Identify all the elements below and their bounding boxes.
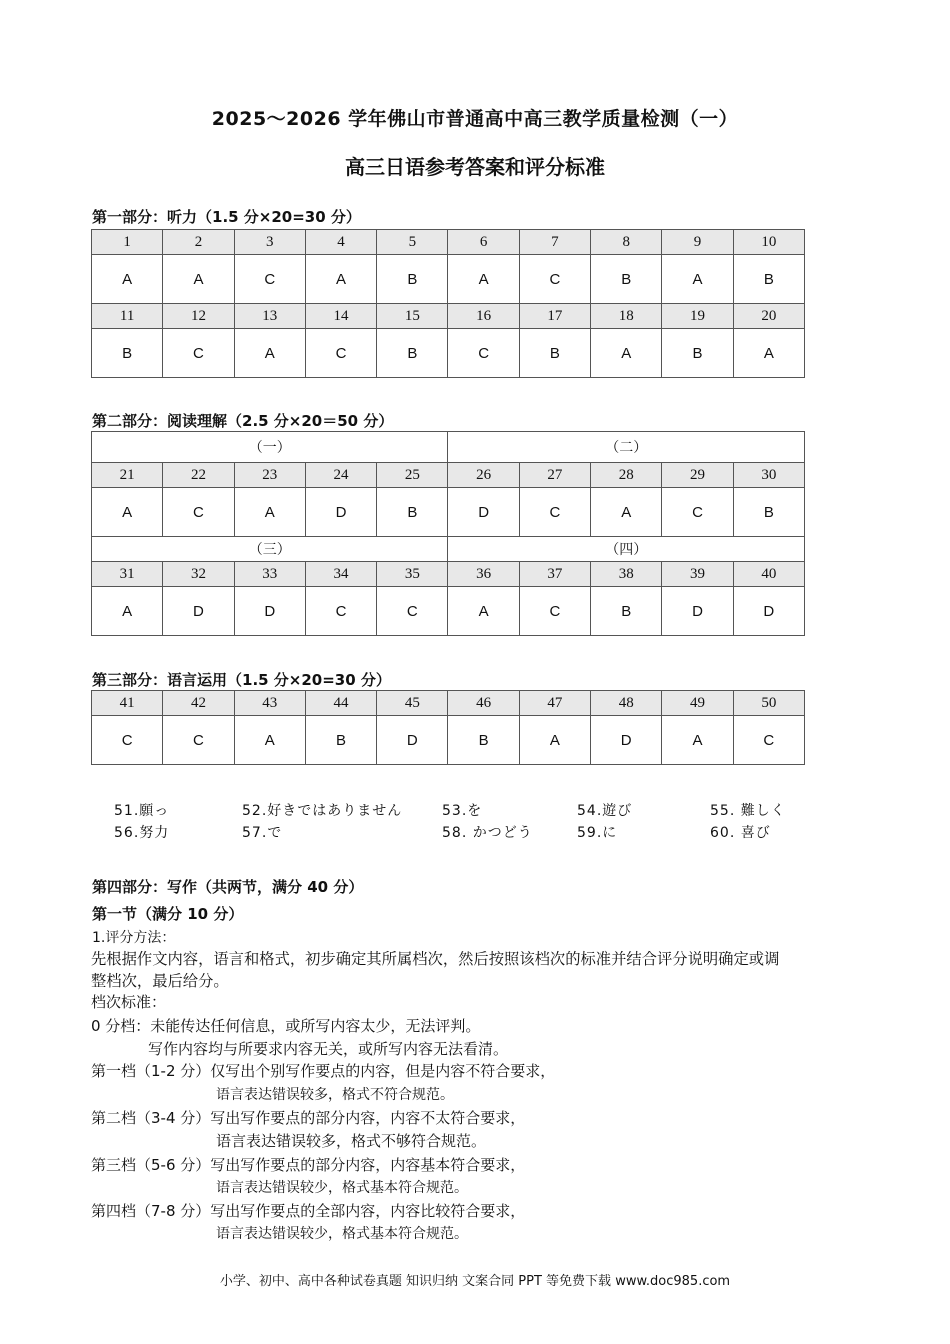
answer-cell: A: [163, 255, 234, 304]
method-text: 先根据作文内容，语言和格式，初步确定其所属档次，然后按照该档次的标准并结合评分说明确定或调: [91, 950, 780, 968]
method-label: 1.评分方法：: [92, 930, 176, 946]
question-number: 15: [377, 304, 448, 329]
method-text: 整档次，最后给分。: [91, 972, 229, 990]
part2-answer-table: [91, 431, 805, 636]
answer-cell: C: [234, 255, 305, 304]
answer-cell: B: [377, 329, 448, 378]
question-number: 41: [92, 691, 163, 716]
answer-cell: A: [733, 329, 804, 378]
question-number: 39: [662, 562, 733, 587]
question-number: 3: [234, 230, 305, 255]
answer-cell: B: [733, 255, 804, 304]
table-row: [92, 562, 805, 587]
section1-heading: 第一节（满分 10 分）: [92, 905, 244, 923]
answer-cell: A: [662, 255, 733, 304]
question-number: 24: [305, 463, 376, 488]
level-0-text: 0 分档：未能传达任何信息，或所写内容太少，无法评判。: [91, 1017, 481, 1035]
answer-cell: D: [234, 587, 305, 636]
answer-cell: B: [519, 329, 590, 378]
level-1-text: 语言表达错误较多，格式不符合规范。: [216, 1087, 454, 1103]
question-number: 42: [163, 691, 234, 716]
answer-cell: C: [662, 488, 733, 537]
answer-cell: A: [448, 255, 519, 304]
fill-answer: 60. 喜び: [710, 825, 771, 841]
answer-cell: D: [733, 587, 804, 636]
table-row: [92, 537, 805, 562]
answer-cell: D: [662, 587, 733, 636]
level-2-text: 语言表达错误较多，格式不够符合规范。: [216, 1132, 487, 1150]
table-row: [92, 587, 805, 636]
answer-cell: B: [733, 488, 804, 537]
table-row: [92, 463, 805, 488]
question-number: 45: [377, 691, 448, 716]
level-2-text: 第二档（3-4 分）写出写作要点的部分内容，内容不太符合要求，: [91, 1109, 526, 1127]
answer-cell: A: [448, 587, 519, 636]
question-number: 13: [234, 304, 305, 329]
part1-answer-table: [91, 229, 805, 378]
question-number: 50: [733, 691, 804, 716]
question-number: 19: [662, 304, 733, 329]
answer-cell: A: [234, 716, 305, 765]
question-number: 23: [234, 463, 305, 488]
question-number: 38: [591, 562, 662, 587]
answer-cell: B: [591, 587, 662, 636]
question-number: 26: [448, 463, 519, 488]
table-row: [92, 329, 805, 378]
answer-cell: B: [377, 255, 448, 304]
answer-cell: D: [163, 587, 234, 636]
question-number: 7: [519, 230, 590, 255]
question-number: 2: [163, 230, 234, 255]
question-number: 27: [519, 463, 590, 488]
page-footer: 小学、初中、高中各种试卷真题 知识归纳 文案合同 PPT 等免费下载 www.doc985.com: [219, 1274, 731, 1289]
question-number: 46: [448, 691, 519, 716]
answer-cell: D: [305, 488, 376, 537]
fill-answer: 53.を: [442, 803, 483, 819]
question-number: 18: [591, 304, 662, 329]
answer-cell: C: [519, 587, 590, 636]
answer-cell: B: [305, 716, 376, 765]
answer-cell: A: [591, 488, 662, 537]
answer-cell: C: [448, 329, 519, 378]
answer-cell: C: [163, 329, 234, 378]
question-number: 34: [305, 562, 376, 587]
level-3-text: 语言表达错误较少，格式基本符合规范。: [216, 1180, 468, 1196]
answer-cell: D: [377, 716, 448, 765]
question-number: 29: [662, 463, 733, 488]
level-4-text: 语言表达错误较少，格式基本符合规范。: [216, 1226, 468, 1242]
answer-cell: A: [591, 329, 662, 378]
group-label: （一）: [92, 432, 448, 463]
question-number: 44: [305, 691, 376, 716]
group-label: （三）: [92, 537, 448, 562]
level-0-text: 写作内容均与所要求内容无关，或所写内容无法看清。: [148, 1040, 509, 1058]
table-row: [92, 304, 805, 329]
answer-cell: C: [305, 587, 376, 636]
question-number: 10: [733, 230, 804, 255]
answer-cell: B: [92, 329, 163, 378]
answer-cell: B: [591, 255, 662, 304]
answer-cell: A: [662, 716, 733, 765]
question-number: 43: [234, 691, 305, 716]
group-label: （四）: [448, 537, 805, 562]
question-number: 17: [519, 304, 590, 329]
answer-cell: A: [234, 488, 305, 537]
level-1-text: 第一档（1-2 分）仅写出个别写作要点的内容，但是内容不符合要求，: [91, 1062, 556, 1080]
question-number: 14: [305, 304, 376, 329]
answer-cell: A: [519, 716, 590, 765]
question-number: 21: [92, 463, 163, 488]
table-row: [92, 230, 805, 255]
answer-cell: A: [92, 255, 163, 304]
answer-cell: C: [92, 716, 163, 765]
fill-answer: 55. 難しく: [710, 803, 786, 819]
answer-cell: B: [662, 329, 733, 378]
question-number: 6: [448, 230, 519, 255]
question-number: 33: [234, 562, 305, 587]
question-number: 8: [591, 230, 662, 255]
part2-heading: 第二部分：阅读理解（2.5 分×20＝50 分）: [92, 412, 394, 430]
question-number: 22: [163, 463, 234, 488]
fill-answer: 57.で: [242, 825, 283, 841]
part4-heading: 第四部分：写作（共两节，满分 40 分）: [92, 878, 364, 896]
part1-heading: 第一部分：听力（1.5 分×20=30 分）: [92, 208, 361, 226]
answer-cell: B: [377, 488, 448, 537]
question-number: 37: [519, 562, 590, 587]
question-number: 5: [377, 230, 448, 255]
fill-answer: 56.努力: [114, 825, 170, 841]
question-number: 40: [733, 562, 804, 587]
table-row: [92, 488, 805, 537]
question-number: 25: [377, 463, 448, 488]
table-row: [92, 691, 805, 716]
document-title: 2025～2026 学年佛山市普通高中高三教学质量检测（一）: [211, 108, 739, 130]
question-number: 16: [448, 304, 519, 329]
question-number: 12: [163, 304, 234, 329]
answer-cell: B: [448, 716, 519, 765]
part3-answer-table: [91, 690, 805, 765]
answer-cell: C: [305, 329, 376, 378]
answer-cell: A: [92, 587, 163, 636]
question-number: 31: [92, 562, 163, 587]
level-4-text: 第四档（7-8 分）写出写作要点的全部内容，内容比较符合要求，: [91, 1202, 526, 1220]
answer-cell: C: [519, 255, 590, 304]
question-number: 48: [591, 691, 662, 716]
answer-cell: C: [377, 587, 448, 636]
answer-cell: D: [448, 488, 519, 537]
question-number: 9: [662, 230, 733, 255]
answer-cell: D: [591, 716, 662, 765]
level-3-text: 第三档（5-6 分）写出写作要点的部分内容，内容基本符合要求，: [91, 1156, 526, 1174]
question-number: 1: [92, 230, 163, 255]
answer-cell: A: [92, 488, 163, 537]
question-number: 47: [519, 691, 590, 716]
answer-cell: A: [234, 329, 305, 378]
fill-answer: 58. かつどう: [442, 825, 533, 841]
question-number: 35: [377, 562, 448, 587]
answer-cell: A: [305, 255, 376, 304]
answer-cell: C: [163, 488, 234, 537]
question-number: 49: [662, 691, 733, 716]
question-number: 4: [305, 230, 376, 255]
table-row: [92, 716, 805, 765]
document-subtitle: 高三日语参考答案和评分标准: [345, 155, 605, 179]
answer-cell: C: [519, 488, 590, 537]
group-label: （二）: [448, 432, 805, 463]
fill-answer: 51.願っ: [114, 803, 170, 819]
part3-heading: 第三部分：语言运用（1.5 分×20=30 分）: [92, 671, 391, 689]
fill-answer: 52.好きではありません: [242, 803, 403, 819]
question-number: 28: [591, 463, 662, 488]
answer-cell: C: [733, 716, 804, 765]
table-row: [92, 432, 805, 463]
table-row: [92, 255, 805, 304]
question-number: 32: [163, 562, 234, 587]
question-number: 11: [92, 304, 163, 329]
answer-cell: C: [163, 716, 234, 765]
question-number: 36: [448, 562, 519, 587]
fill-answer: 59.に: [577, 825, 618, 841]
levels-label: 档次标准：: [91, 993, 167, 1011]
question-number: 30: [733, 463, 804, 488]
question-number: 20: [733, 304, 804, 329]
fill-answer: 54.遊び: [577, 803, 633, 819]
